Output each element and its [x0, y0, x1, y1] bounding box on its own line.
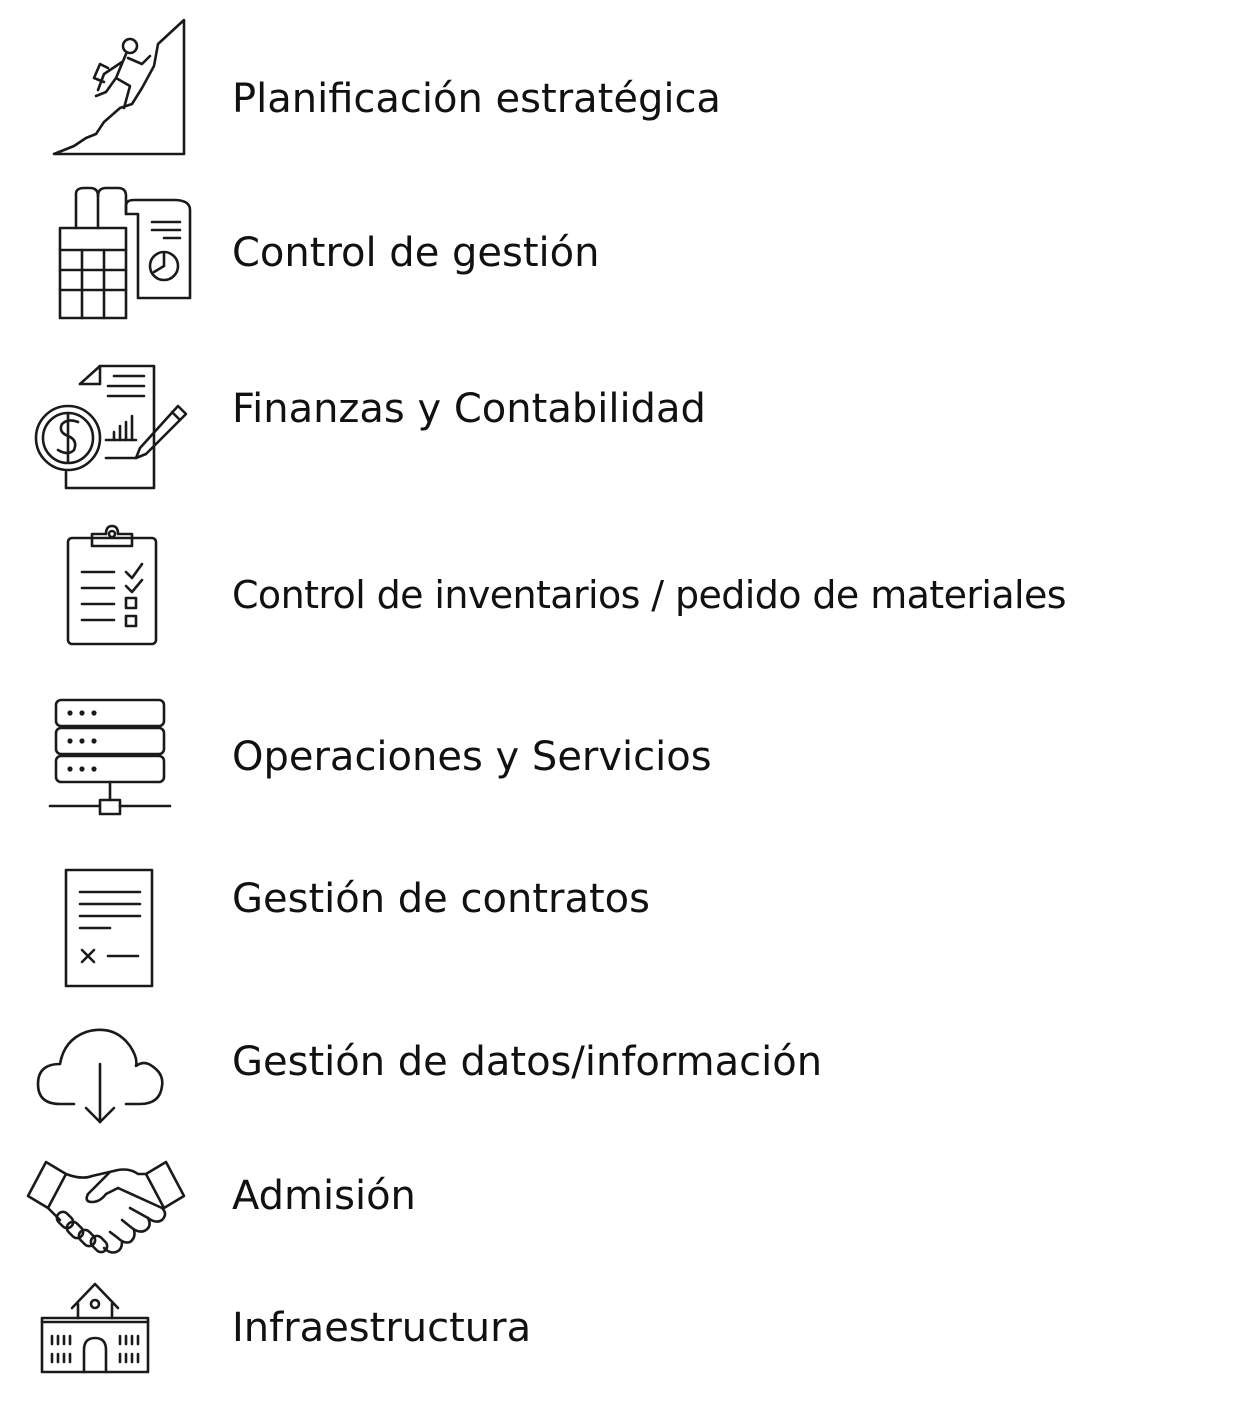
mountain-climber-icon: [50, 16, 188, 158]
cloud-download-icon: [34, 1024, 168, 1128]
item-label: Gestión de contratos: [232, 876, 650, 922]
item-label: Operaciones y Servicios: [232, 734, 712, 780]
handshake-icon: [26, 1158, 186, 1262]
item-label: Planificación estratégica: [232, 76, 721, 122]
item-label: Finanzas y Contabilidad: [232, 386, 706, 432]
item-label: Infraestructura: [232, 1305, 532, 1351]
calculator-report-icon: [54, 184, 196, 322]
server-network-icon: [46, 696, 174, 818]
finance-document-icon: [32, 362, 190, 492]
item-label: Gestión de datos/información: [232, 1039, 823, 1085]
clipboard-checklist-icon: [64, 524, 160, 648]
contract-document-icon: [62, 866, 158, 990]
item-label: Admisión: [232, 1173, 416, 1219]
item-label: Control de inventarios / pedido de materiales: [232, 573, 1066, 617]
item-label: Control de gestión: [232, 230, 600, 276]
school-building-icon: [38, 1280, 152, 1376]
